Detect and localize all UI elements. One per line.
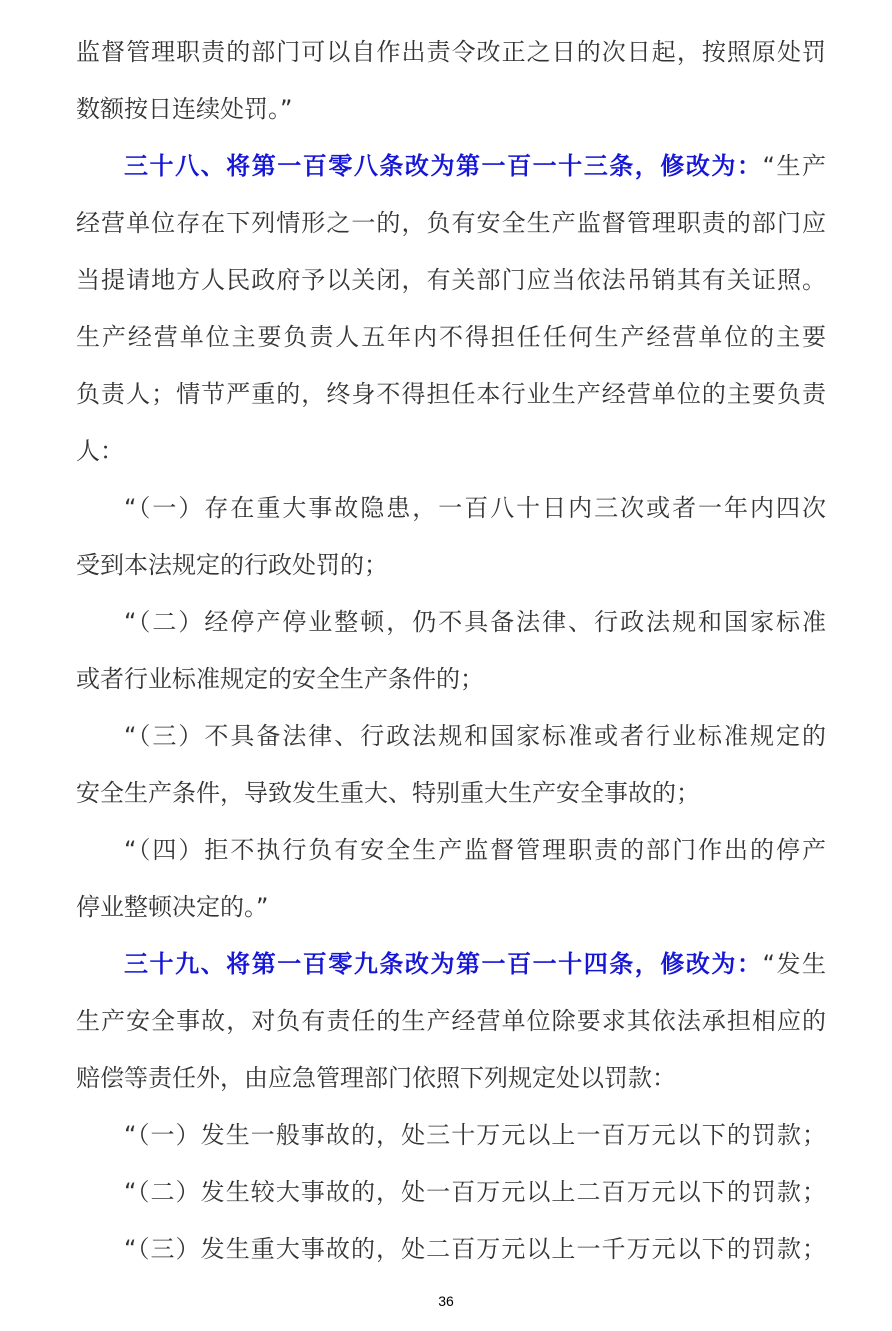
line-text: “（三）不具备法律、行政法规和国家标准或者行业标准规定的 (124, 722, 826, 750)
article-heading-line (124, 944, 826, 984)
line-text: 赔偿等责任外，由应急管理部门依照下列规定处以罚款： (76, 1064, 676, 1092)
text-line (76, 545, 826, 585)
clause-line (124, 1115, 826, 1155)
line-text: “（四）拒不执行负有安全生产监督管理职责的部门作出的停产 (124, 836, 826, 864)
line-text: 受到本法规定的行政处罚的； (76, 551, 388, 579)
line-text: 或者行业标准规定的安全生产条件的； (76, 665, 484, 693)
clause-line (124, 602, 826, 642)
text-line (76, 1001, 826, 1041)
line-text: “（一）发生一般事故的，处三十万元以上一百万元以下的罚款； (124, 1121, 826, 1149)
clause-line (124, 488, 826, 528)
line-text: “生产 (762, 152, 826, 180)
line-text: “（三）发生重大事故的，处二百万元以上一千万元以下的罚款； (124, 1235, 826, 1263)
text-line (76, 317, 826, 357)
clause-line (124, 830, 826, 870)
article-heading: 三十九、将第一百零九条改为第一百一十四条，修改为： (124, 950, 763, 978)
line-text: 人： (76, 437, 124, 465)
line-text: 安全生产条件，导致发生重大、特别重大生产安全事故的； (76, 779, 700, 807)
text-line (76, 203, 826, 243)
line-text: 负责人；情节严重的，终身不得担任本行业生产经营单位的主要负责 (76, 380, 826, 408)
clause-line (124, 716, 826, 756)
article-heading: 三十八、将第一百零八条改为第一百一十三条，修改为： (124, 152, 763, 180)
text-line (76, 260, 826, 300)
text-line (76, 773, 826, 813)
line-text: “（一）存在重大事故隐患，一百八十日内三次或者一年内四次 (124, 494, 826, 522)
line-text: 生产经营单位主要负责人五年内不得担任任何生产经营单位的主要 (76, 323, 826, 351)
line-text: 数额按日连续处罚。” (76, 95, 293, 123)
line-text: 经营单位存在下列情形之一的，负有安全生产监督管理职责的部门应 (76, 209, 826, 237)
text-line (76, 32, 826, 72)
clause-line (124, 1229, 826, 1269)
line-text: 生产安全事故，对负有责任的生产经营单位除要求其依法承担相应的 (76, 1007, 826, 1035)
line-text: “（二）发生较大事故的，处一百万元以上二百万元以下的罚款； (124, 1178, 826, 1206)
text-line (76, 374, 826, 414)
line-text: “（二）经停产停业整顿，仍不具备法律、行政法规和国家标准 (124, 608, 826, 636)
text-line (76, 431, 826, 471)
line-text: “发生 (762, 950, 826, 978)
text-line (76, 1058, 826, 1098)
line-text: 当提请地方人民政府予以关闭，有关部门应当依法吊销其有关证照。 (76, 266, 826, 294)
page-number: 36 (438, 1293, 454, 1309)
text-line (76, 887, 826, 927)
text-line (76, 659, 826, 699)
clause-line (124, 1172, 826, 1212)
text-line (76, 89, 826, 129)
line-text: 停业整顿决定的。” (76, 893, 269, 921)
article-heading-line (124, 146, 826, 186)
line-text: 监督管理职责的部门可以自作出责令改正之日的次日起，按照原处罚 (76, 38, 826, 66)
